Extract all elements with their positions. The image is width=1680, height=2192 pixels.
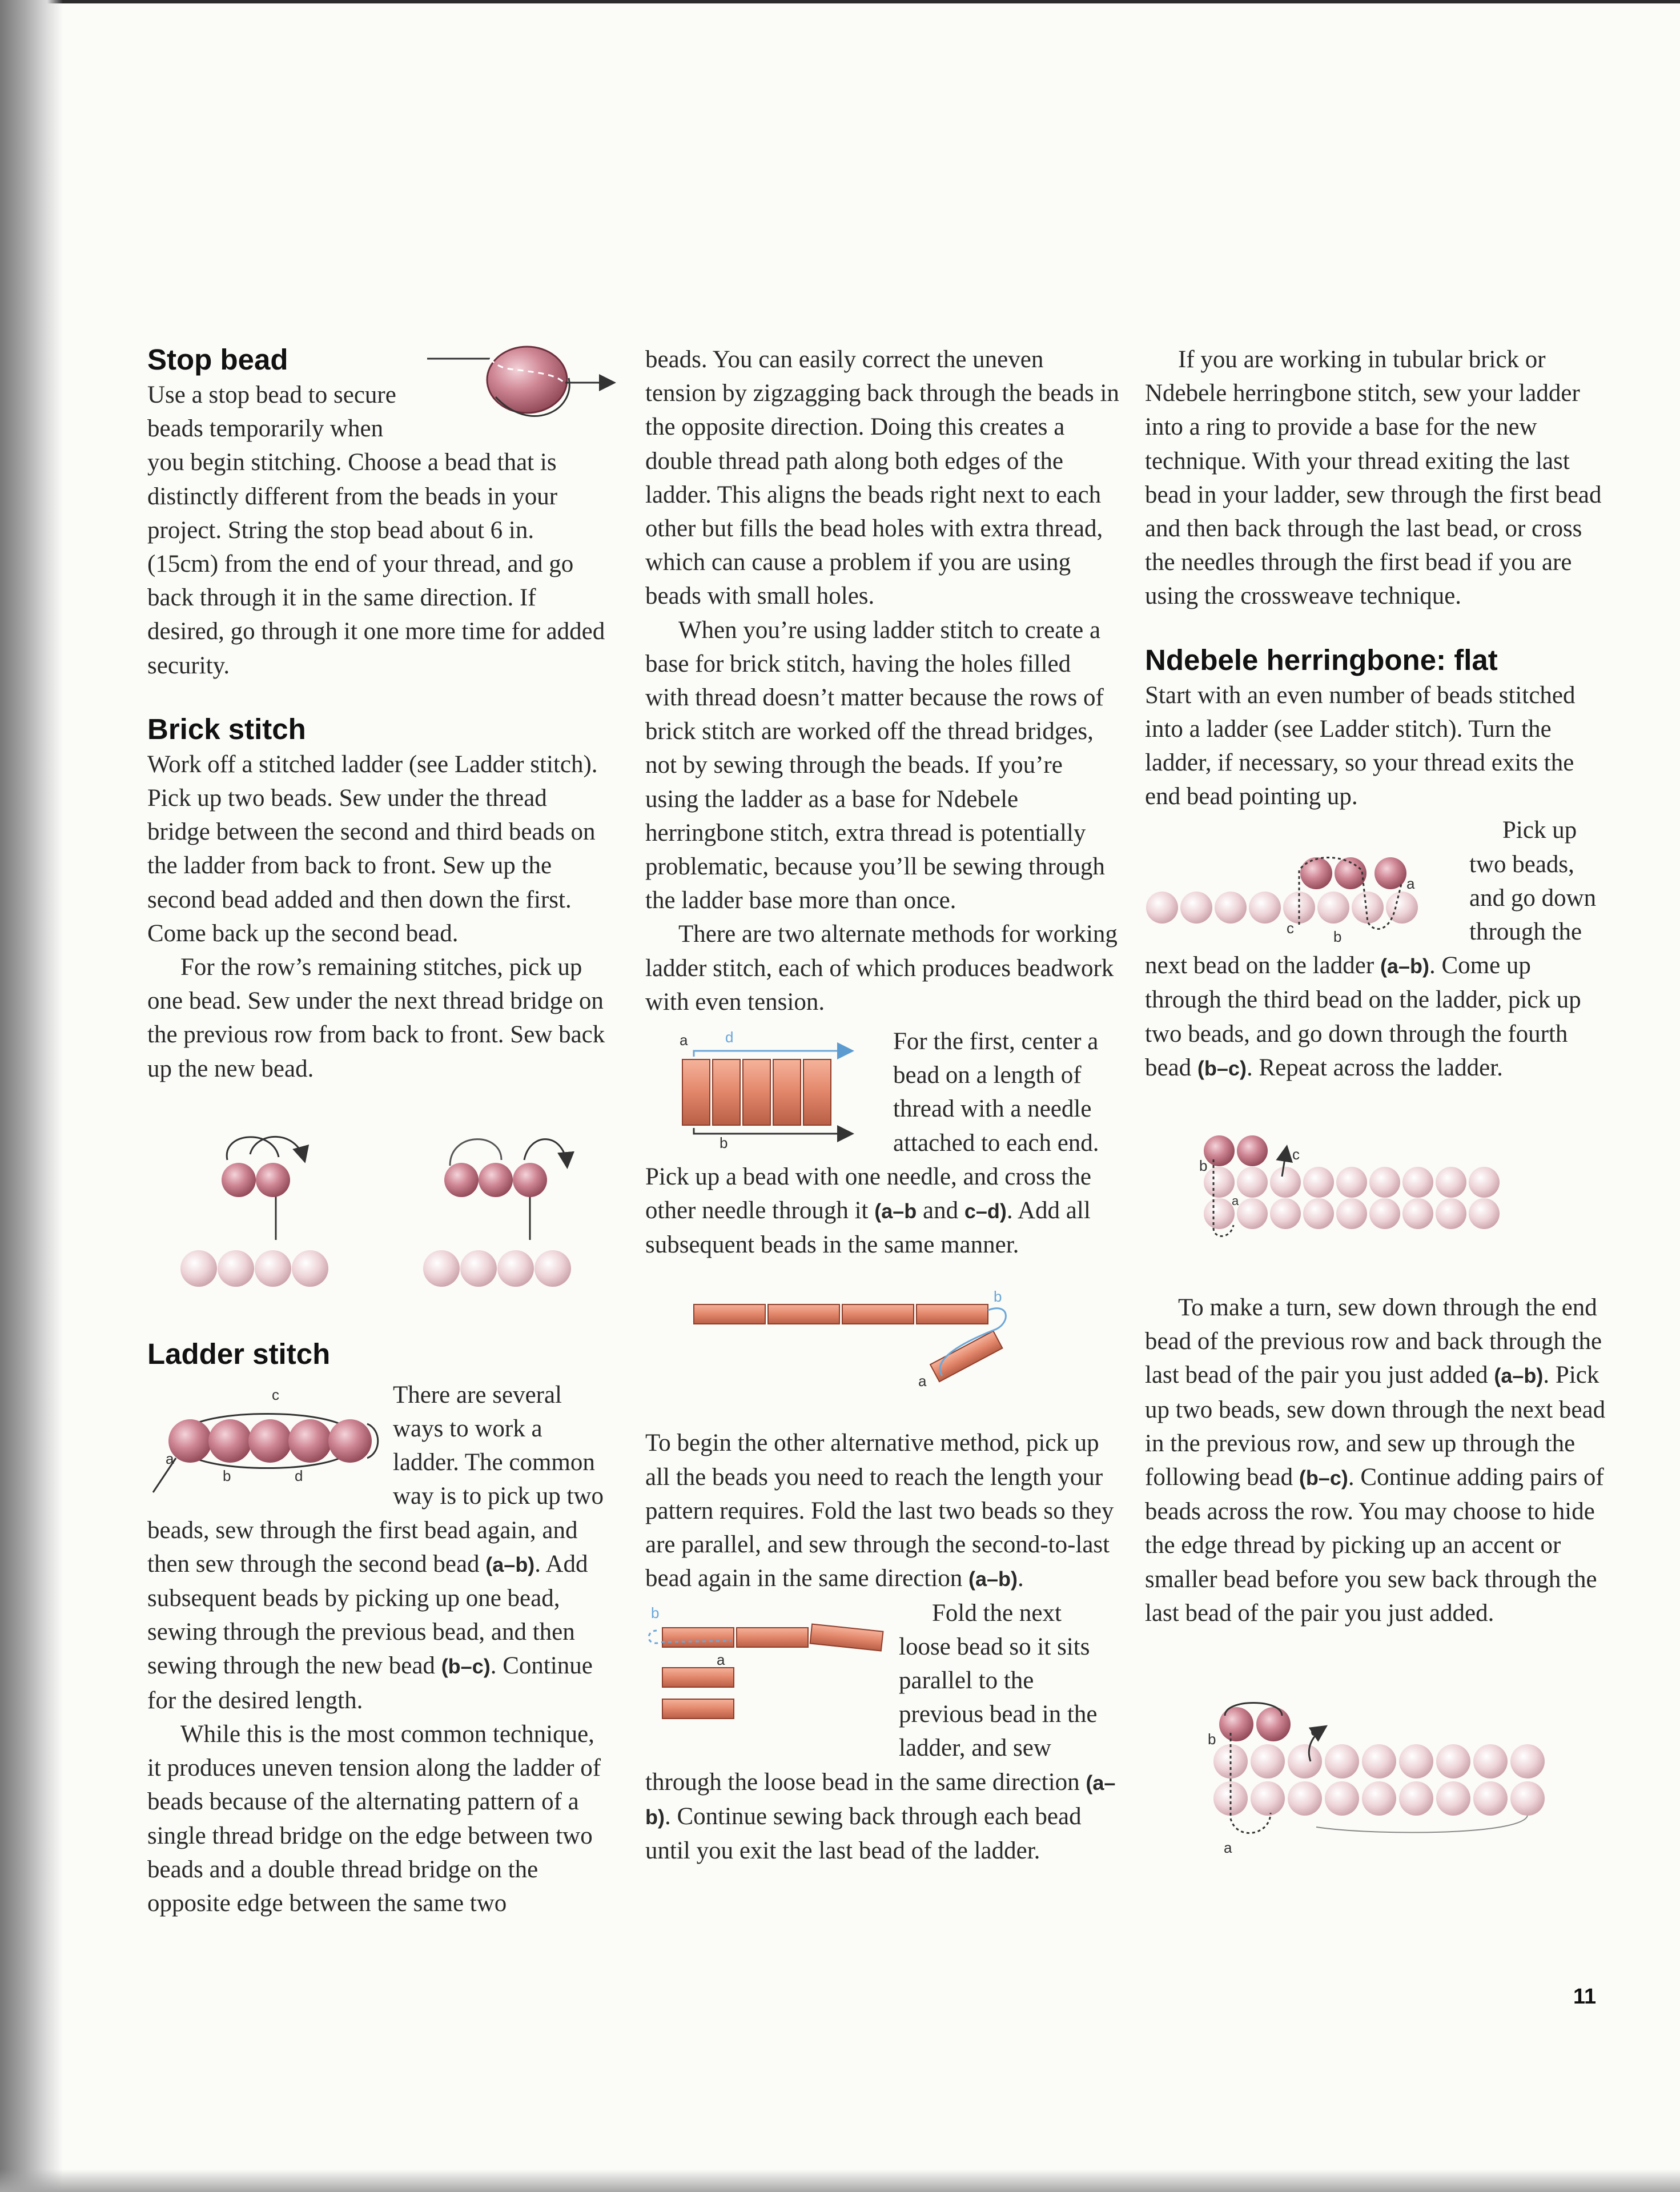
label-a: a [918, 1372, 927, 1390]
ladder-bead [255, 1250, 291, 1287]
bugle-bead [810, 1624, 883, 1651]
bugle-bead [803, 1059, 831, 1125]
label-a: a [680, 1031, 688, 1049]
page-number: 11 [1573, 1985, 1597, 2009]
row-bead [1399, 1744, 1433, 1779]
thread-top [694, 1051, 851, 1057]
ladder-text-part: . [1017, 1565, 1024, 1592]
ladder-bead [1237, 1198, 1268, 1229]
label-d: d [725, 1029, 734, 1046]
ladder-bead [1146, 892, 1178, 924]
stop-bead-diagram [416, 337, 621, 434]
ladder-text-part: . Add subsequent beads by picking up one bead, sewing through the previous bead, and then sewing through the new bead [147, 1550, 588, 1680]
label-a: a [1224, 1839, 1232, 1857]
ladder-text-part: For the first, center a bead on a length of thread with a needle attached to each end. Pick up a bead with one needle, and cross the other needle through it [645, 1028, 1099, 1225]
row-bead [1469, 1167, 1500, 1198]
row-bead [1436, 1167, 1466, 1198]
ndebele-section [1145, 643, 1610, 1864]
ladder-text-part: and [917, 1197, 964, 1225]
ndebele-text-1: Start with an even number of beads stitched into a ladder (see Ladder stitch). Turn the ladder, if necessary, so your thread exits the end bead pointing up. [1145, 681, 1575, 810]
row-bead [1270, 1167, 1301, 1198]
new-bead [1300, 857, 1332, 889]
label-c: c [1292, 1146, 1300, 1163]
ref-a-b: (a–b) [485, 1552, 535, 1576]
ladder-bead [1336, 1198, 1367, 1229]
brick-stitch-section [147, 712, 610, 1297]
brick-stitch-text-2: For the row’s remaining stitches, pick up one bead. Sew under the next thread bridge on the previous row from back to front. Sew back up the new bead. [147, 954, 605, 1082]
ladder-fold-diagram-1 [645, 1279, 1119, 1393]
label-c: c [1287, 920, 1294, 937]
bugle-bead [773, 1059, 801, 1125]
thread-bottom [694, 1128, 851, 1134]
ref-a-b: (a–b) [968, 1567, 1018, 1591]
ndebele-text-part: . Come up through the third bead on the ladder, pick up two beads, and go down through the fourth bead [1145, 952, 1581, 1081]
page-top-border [0, 0, 1680, 3]
column-2 [645, 343, 1119, 1868]
ladder-crossweave-diagram [645, 1028, 879, 1159]
bead [288, 1419, 332, 1463]
ndebele-text-part: . Repeat across the ladder. [1246, 1054, 1503, 1081]
bead [479, 1163, 513, 1197]
bugle-bead [682, 1059, 710, 1125]
ladder-bead [1270, 1198, 1301, 1229]
tubular-ring-text: If you are working in tubular brick or Ndebele herringbone stitch, sew your ladder into a ring to provide a base for the new technique. With your thread exiting the last bead in your ladder, sew through the first bead and then back through the last bead, or cross the needles through the first bead if you are using the crossweave technique. [1145, 346, 1602, 610]
ladder-bead [534, 1250, 571, 1287]
label-b: b [223, 1467, 231, 1484]
bead [248, 1419, 292, 1463]
ladder-stitch-diagram [142, 1372, 387, 1504]
row-bead [1510, 1744, 1545, 1779]
row-bead [1362, 1744, 1396, 1779]
bead [513, 1163, 547, 1197]
label-c: c [1311, 1722, 1318, 1740]
ladder-bead [1436, 1781, 1470, 1816]
ladder-bead [218, 1250, 254, 1287]
ladder-method-2-text [645, 1426, 1119, 1596]
bugle-bead [737, 1628, 808, 1647]
ladder-bead [497, 1250, 534, 1287]
label-d: d [295, 1467, 303, 1484]
ladder-text-part: . Add all subsequent beads in the same manner. [645, 1197, 1091, 1259]
bugle-bead [743, 1059, 770, 1125]
thread-arrow [524, 1139, 567, 1166]
ladder-bead [1469, 1198, 1500, 1229]
page-bottom-shadow [0, 2169, 1680, 2192]
stop-bead [487, 347, 567, 413]
ladder-bead [1369, 1198, 1400, 1229]
label-b: b [1333, 928, 1342, 945]
ref-b-c: (b–c) [1299, 1466, 1348, 1490]
ladder-bead [180, 1250, 217, 1287]
ladder-bead [1399, 1781, 1433, 1816]
ndebele-text-part: To make a turn, sew down through the end bead of the previous row and back through the last bead of the pair you just added [1145, 1294, 1602, 1389]
new-bead [1256, 1707, 1291, 1741]
ladder-continued-text-3: There are two alternate methods for working ladder stitch, each of which produces beadwork with even tension. [645, 921, 1118, 1015]
brick-stitch-text-1: Work off a stitched ladder (see Ladder stitch). Pick up two beads. Sew under the thread bridge between the second and third beads on the ladder from back to front. Sew up the second bead added and then down the first. Come back up the second bead. [147, 750, 598, 947]
ladder-bead [1402, 1198, 1433, 1229]
ladder-bead [1204, 1198, 1235, 1229]
ladder-continued-text-1: beads. You can easily correct the uneven tension by zigzagging back through the beads in the opposite direction. Doing this creates a double thread path along both edges of the ladder. This aligns the beads right next to each other but fills the bead holes with extra thread, which can cause a problem if you are using beads with small holes. [645, 346, 1119, 610]
row-bead [1436, 1744, 1470, 1779]
ladder-bead [1180, 892, 1212, 924]
row-bead [1303, 1167, 1334, 1198]
row-bead [1369, 1167, 1400, 1198]
bugle-bead [768, 1304, 839, 1324]
row-bead [1237, 1167, 1268, 1198]
label-c: c [272, 1386, 279, 1403]
bugle-bead [662, 1699, 734, 1719]
bead [222, 1163, 256, 1197]
ladder-bead [1288, 1781, 1322, 1816]
bead [328, 1419, 372, 1463]
ladder-bead [1510, 1781, 1545, 1816]
ndebele-text-part: Pick up two beads, and go down through the next bead on the ladder [1145, 817, 1597, 979]
ladder-bead [1215, 892, 1247, 924]
bead [208, 1419, 252, 1463]
column-1 [147, 343, 610, 1920]
ndebele-diagram-1 [1139, 848, 1465, 945]
ladder-bead [292, 1250, 328, 1287]
new-bead [1219, 1707, 1253, 1741]
row-bead [1288, 1744, 1322, 1779]
bugle-bead [694, 1304, 765, 1324]
ladder-bead [1325, 1781, 1359, 1816]
ndebele-text-part: . Pick up two beads, sew down through the next bead in the previous row, and sew up through the following bead [1145, 1362, 1606, 1491]
label-b: b [1208, 1731, 1216, 1748]
heading-brick-stitch: Brick stitch [147, 712, 306, 745]
ref-b-c: (b–c) [441, 1655, 491, 1679]
ndebele-turn-text [1145, 1291, 1610, 1630]
bugle-bead [842, 1304, 914, 1324]
column-3 [1145, 343, 1610, 1864]
new-bead [1237, 1135, 1268, 1166]
row-bead [1473, 1744, 1508, 1779]
ladder-fold-diagram-2 [645, 1596, 891, 1733]
ladder-bead [1362, 1781, 1396, 1816]
ladder-text-part: Fold the next loose bead so it sits parallel to the previous bead in the ladder, and sew through the loose bead in the same direction [645, 1599, 1098, 1796]
row-bead [1336, 1167, 1367, 1198]
bugle-bead [917, 1304, 988, 1324]
row-bead [1251, 1744, 1285, 1779]
ladder-bead [1249, 892, 1281, 924]
ladder-stitch-section [147, 1337, 610, 1920]
ladder-bead [1436, 1198, 1466, 1229]
label-a: a [717, 1651, 725, 1668]
ladder-stitch-text-2: While this is the most common technique, it produces uneven tension along the ladder of beads because of the alternating pattern of a single thread bridge on the edge between two beads and a double thread bridge on the opposite edge between the same two [147, 1720, 601, 1917]
ref-a-b: (a–b) [645, 1771, 1116, 1829]
ref-b-c: (b–c) [1197, 1056, 1247, 1080]
label-a: a [1232, 1194, 1239, 1209]
stop-bead-text: Use a stop bead to secure beads temporarily when you begin stitching. Choose a bead that is distinctly different from the beads in your project. String the stop bead about 6 in. (15cm) from the end of your thread, and go back through it in the same direction. If desired, go through it one more time for added security. [147, 382, 605, 679]
thread-bottom [1316, 1816, 1528, 1833]
ladder-bead [1303, 1198, 1334, 1229]
label-b: b [994, 1288, 1002, 1306]
bugle-bead [662, 1668, 734, 1687]
ladder-bead [460, 1250, 497, 1287]
ladder-text-part: . Continue for the desired length. [147, 1652, 593, 1714]
thread-path [450, 1139, 501, 1166]
ladder-bead [1317, 892, 1349, 924]
row-bead [1402, 1167, 1433, 1198]
heading-stop-bead: Stop bead [147, 343, 288, 376]
ladder-continued-text-2: When you’re using ladder stitch to create a base for brick stitch, having the holes filled with thread doesn’t matter because the rows of brick stitch are worked off the thread bridges, not by sewing through the beads. If you’re using the ladder as a base for Ndebele herringbone stitch, extra thread is potentially problematic, because you’ll be sewing through the ladder base more than once. [645, 616, 1105, 914]
brick-stitch-diagram-2 [416, 1126, 604, 1297]
bead [256, 1163, 290, 1197]
bead [168, 1419, 212, 1463]
ref-a-b: (a–b) [1380, 954, 1429, 978]
ladder-text-part: . Continue sewing back through each bead until you exit the last bead of the ladder. [645, 1802, 1082, 1864]
bugle-bead [713, 1059, 740, 1125]
row-bead [1204, 1167, 1235, 1198]
ref-c-d: c–d) [964, 1199, 1007, 1223]
brick-stitch-diagrams [147, 1126, 610, 1297]
label-a: a [166, 1450, 174, 1467]
bugle-bead [662, 1628, 734, 1647]
ref-a-b: (a–b [874, 1199, 917, 1223]
page-gutter-shadow [0, 0, 63, 2192]
ndebele-turn-diagram [1202, 1693, 1590, 1864]
ndebele-text-part: . Continue adding pairs of beads across the row. You may choose to hide the edge thread by picking up an accent or smaller bead before you sew back through the last bead of the pair you just added. [1145, 1464, 1604, 1627]
ladder-text-part: There are several ways to work a ladder. The common way is to pick up two beads, sew through the first bead again, and then sew through the second bead [147, 1381, 604, 1577]
bead [444, 1163, 479, 1197]
ladder-bead [1473, 1781, 1508, 1816]
ladder-text-part: To begin the other alternative method, pick up all the beads you need to reach the length your pattern requires. Fold the last two beads so they are parallel, and sew through the second-to-last bead again in the same direction [645, 1430, 1114, 1592]
label-b: b [720, 1134, 728, 1152]
stop-bead-section [147, 343, 610, 683]
new-bead [1204, 1135, 1235, 1166]
heading-ladder-stitch: Ladder stitch [147, 1337, 331, 1370]
row-bead [1325, 1744, 1359, 1779]
ladder-bead [1251, 1781, 1285, 1816]
ref-a-b: (a–b) [1494, 1364, 1544, 1388]
heading-ndebele-herringbone-flat: Ndebele herringbone: flat [1145, 643, 1498, 676]
thread-arrow [250, 1137, 304, 1160]
ndebele-diagram-2 [1196, 1125, 1550, 1245]
label-b: b [1199, 1157, 1208, 1175]
label-b: b [651, 1604, 660, 1621]
label-a: a [1406, 875, 1415, 893]
ladder-bead [423, 1250, 460, 1287]
brick-stitch-diagram-1 [176, 1126, 347, 1297]
